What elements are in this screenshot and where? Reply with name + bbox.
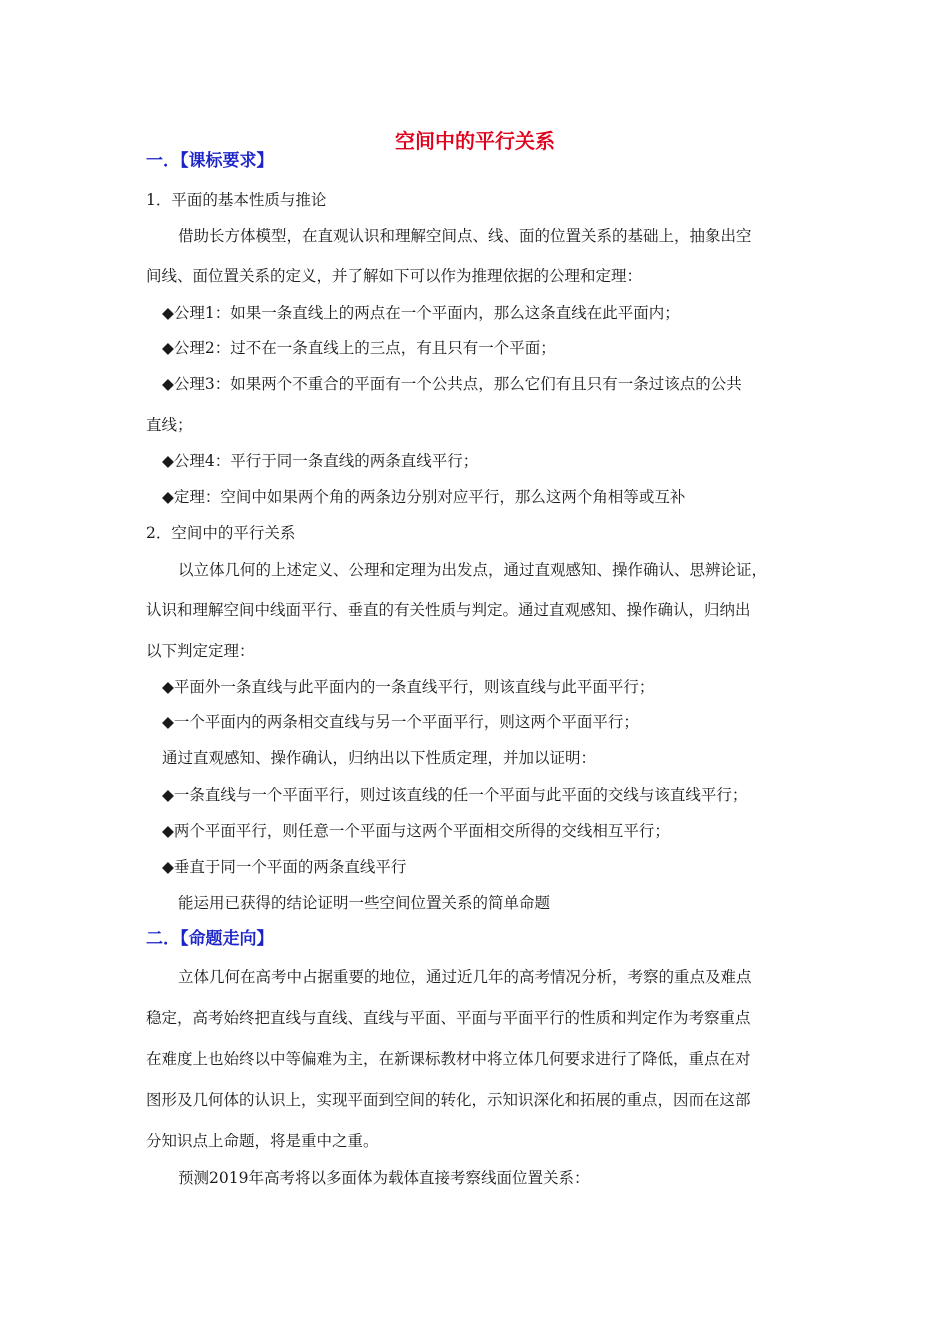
- section-heading-trend: 二．【命题走向】: [146, 929, 274, 949]
- paragraph-line: 借助长方体模型，在直观认识和理解空间点、线、面的位置关系的基础上，抽象出空: [178, 227, 752, 245]
- paragraph-line: 认识和理解空间中线面平行、垂直的有关性质与判定。通过直观感知、操作确认，归纳出: [146, 601, 751, 619]
- bullet-item: ◆公理4：平行于同一条直线的两条直线平行；: [162, 452, 479, 470]
- subsection-heading: 2．空间中的平行关系: [146, 524, 296, 542]
- section-heading-requirements: 一．【课标要求】: [146, 151, 274, 171]
- bullet-item: ◆一个平面内的两条相交直线与另一个平面平行，则这两个平面平行；: [162, 713, 639, 731]
- paragraph-line: 间线、面位置关系的定义，并了解如下可以作为推理依据的公理和定理：: [146, 267, 643, 285]
- bullet-continuation: 直线；: [146, 416, 193, 434]
- bullet-item: ◆公理2：过不在一条直线上的三点，有且只有一个平面；: [162, 339, 556, 357]
- bullet-item: ◆垂直于同一个平面的两条直线平行: [162, 858, 407, 876]
- bullet-item: ◆两个平面平行，则任意一个平面与这两个平面相交所得的交线相互平行；: [162, 822, 670, 840]
- bullet-item: ◆平面外一条直线与此平面内的一条直线平行，则该直线与此平面平行；: [162, 678, 655, 696]
- paragraph-line: 立体几何在高考中占据重要的地位，通过近几年的高考情况分析，考察的重点及难点: [178, 968, 752, 986]
- paragraph-line: 图形及几何体的认识上，实现平面到空间的转化，示知识深化和拓展的重点，因而在这部: [146, 1091, 751, 1109]
- paragraph-line: 以下判定定理：: [146, 642, 255, 660]
- bullet-item: ◆一条直线与一个平面平行，则过该直线的任一个平面与此平面的交线与该直线平行；: [162, 786, 748, 804]
- paragraph-line: 能运用已获得的结论证明一些空间位置关系的简单命题: [178, 894, 551, 912]
- paragraph-line: 以立体几何的上述定义、公理和定理为出发点，通过直观感知、操作确认、思辨论证，: [178, 561, 768, 579]
- paragraph-line: 在难度上也始终以中等偏难为主，在新课标教材中将立体几何要求进行了降低，重点在对: [146, 1050, 751, 1068]
- paragraph-line: 通过直观感知、操作确认，归纳出以下性质定理，并加以证明：: [162, 749, 597, 767]
- paragraph-line: 分知识点上命题，将是重中之重。: [146, 1132, 379, 1150]
- bullet-item: ◆公理1：如果一条直线上的两点在一个平面内，那么这条直线在此平面内；: [162, 304, 680, 322]
- bullet-item: ◆定理：空间中如果两个角的两条边分别对应平行，那么这两个角相等或互补: [162, 488, 686, 506]
- page-title: 空间中的平行关系: [395, 129, 555, 153]
- paragraph-line: 稳定，高考始终把直线与直线、直线与平面、平面与平面平行的性质和判定作为考察重点: [146, 1009, 751, 1027]
- bullet-item: ◆公理3：如果两个不重合的平面有一个公共点，那么它们有且只有一条过该点的公共: [162, 375, 742, 393]
- paragraph-line: 预测2019年高考将以多面体为载体直接考察线面位置关系：: [178, 1169, 590, 1187]
- subsection-heading: 1．平面的基本性质与推论: [146, 191, 327, 209]
